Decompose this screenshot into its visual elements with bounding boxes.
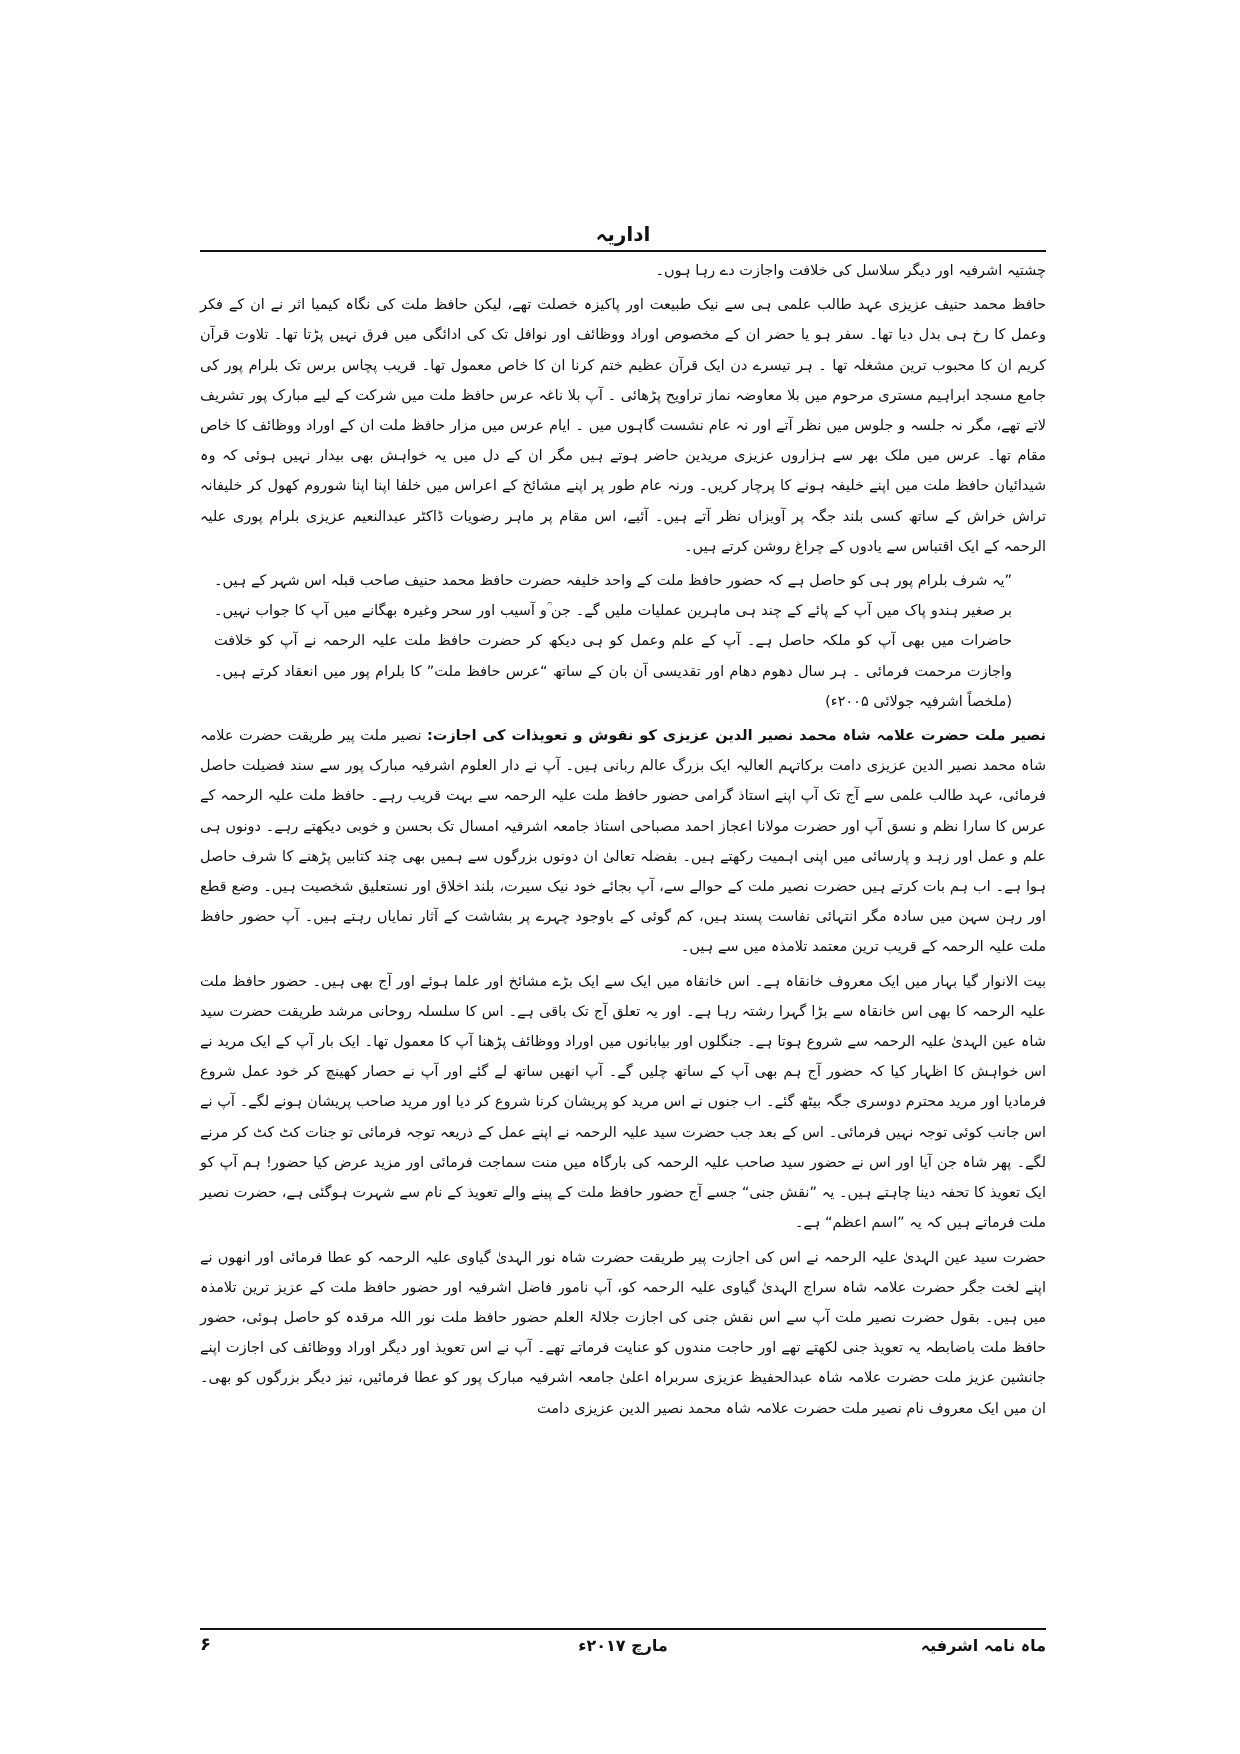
- paragraph-2: حافظ محمد حنیف عزیزی عہد طالب علمی ہی سے نیک طبیعت اور پاکیزہ خصلت تھے، لیکن حافظ ملت کی نگاہ کیمیا اثر نے ان کے فکر وعمل کا رخ ہی بدل دیا تھا۔ سفر ہو یا حضر ان کے مخصوص اوراد ووظائف اور نوافل تک کی ادائگی میں فرق نہیں پڑتا تھا۔ تلاوت قرآن کریم ان کا محبوب ترین مشغلہ تھا ۔ ہر تیسرے دن ایک قرآن عظیم ختم کرنا ان کا خاص معمول تھا۔ قریب پچاس برس تک بلرام پور کی جامع مسجد ابراہیم مستری مرحوم میں بلا معاوضہ نماز تراویح پڑھائی ۔ آپ بلا ناغہ عرس حافظ ملت میں شرکت کے لیے مبارک پور تشریف لاتے تھے، مگر نہ جلسہ و جلوس میں نظر آتے اور نہ عام نشست گاہوں میں ۔ ایام عرس میں مزار حافظ ملت ان کے اوراد ووظائف کا خاص مقام تھا۔ عرس میں ملک بھر سے ہزاروں عزیزی مریدین حاضر ہوتے ہیں مگر ان کے دل میں یہ خواہش بھی بیدار نہیں ہوئی کہ وہ شیدائیان حافظ ملت میں اپنے خلیفہ ہونے کا پرچار کریں۔ ورنہ عام طور پر اپنے مشائخ کے اعراس میں خلفا اپنا اپنا شوروم کھول کر خلیفانہ تراش خراش کے ساتھ کسی بلند جگہ پر آویزاں نظر آتے ہیں۔ آئیے، اس مقام پر ماہر رضویات ڈاکٹر عبدالنعیم عزیزی بلرام پوری علیہ الرحمہ کے ایک اقتباس سے یادوں کے چراغ روشن کرتے ہیں۔: [200, 297, 1046, 555]
- page-footer: [200, 1636, 1046, 1666]
- quote-paragraph: ”یہ شرف بلرام پور ہی کو حاصل ہے کہ حضور حافظ ملت کے واحد خلیفہ حضرت حافظ محمد حنیف صاحب قبلہ اس شہر کے ہیں۔ بر صغیر ہندو پاک میں آپ کے پائے کے چند ہی ماہرین عملیات ملیں گے۔ جن ؒو آسیب اور سحر وغیرہ بھگانے میں آپ کا جواب نہیں۔ حاضرات میں بھی آپ کو ملکہ حاصل ہے۔ آپ کے علم وعمل کو ہی دیکھ کر حضرت حافظ ملت علیہ الرحمہ نے آپ کو خلافت واجازت مرحمت فرمائی ۔ ہر سال دھوم دھام اور تقدیسی آن بان کے ساتھ “عرس حافظ ملت” کا بلرام پور میں انعقاد کرتے ہیں۔ (ملخصاً اشرفیہ جولائی ۲۰۰۵ء): [214, 573, 1012, 710]
- footer-rule: [200, 1628, 1046, 1630]
- paragraph-1: چشتیہ اشرفیہ اور دیگر سلاسل کی خلافت واجازت دے رہا ہوں۔: [655, 263, 1046, 279]
- header-rule: [200, 250, 1046, 252]
- paragraph-4: [200, 721, 1046, 963]
- paragraph-6: حضرت سید عین الہدیٰ علیہ الرحمہ نے اس کی اجازت پیر طریقت حضرت شاہ نور الہدیٰ گیاوی علیہ الرحمہ کو عطا فرمائی اور انھوں نے اپنے لخت جگر حضرت علامہ شاہ سراج الہدیٰ گیاوی علیہ الرحمہ کو، آپ نامور فاضل اشرفیہ اور حضور حافظ ملت کے عزیز ترین تلامذہ میں ہیں۔ بقول حضرت نصیر ملت آپ سے اس نقش جنی کی اجازت جلالۃ العلم حضور حافظ ملت نور اللہ مرقدہ کو حاصل ہوئی، حضور حافظ ملت باضابطہ یہ تعویذ جنی لکھتے تھے اور حاجت مندوں کو عنایت فرماتے تھے۔ آپ نے اس تعویذ اور دیگر اوراد ووظائف کی اجازت اپنے جانشین عزیز ملت حضرت علامہ شاہ عبدالحفیظ عزیزی سربراہ اعلیٰ جامعہ اشرفیہ مبارک پور کو عطا فرمائیں، نیز دیگر بزرگوں کو بھی۔ ان میں ایک معروف نام نصیر ملت حضرت علامہ شاہ محمد نصیر الدین عزیزی دامت: [200, 1249, 1046, 1417]
- page-number: ۶: [200, 1634, 211, 1655]
- footer-magazine-name: ماہ نامہ اشرفیہ: [920, 1636, 1046, 1655]
- page-header-title: اداریہ: [595, 222, 651, 246]
- article-body: [200, 256, 1046, 1620]
- paragraph-4-text: نصیر ملت پیر طریقت حضرت علامہ شاہ محمد نصیر الدین عزیزی دامت برکاتہم العالیہ ایک بزرگ عالم ربانی ہیں۔ آپ نے دار العلوم اشرفیہ مبارک پور سے سند فضیلت حاصل فرمائی، عہد طالب علمی سے آج تک آپ اپنے استاذ گرامی حضور حافظ ملت علیہ الرحمہ سے بہت قریب رہے۔ حافظ ملت علیہ الرحمہ کے عرس کا سارا نظم و نسق آپ اور حضرت مولانا اعجاز احمد مصباحی استاذ جامعہ اشرفیہ امسال تک بحسن و خوبی دیکھتے رہے۔ دونوں ہی علم و عمل اور زہد و پارسائی میں اپنی اہمیت رکھتے ہیں۔ بفضلہ تعالیٰ ان دونوں بزرگوں سے ہمیں بھی چند کتابیں پڑھنے کا شرف حاصل ہوا ہے۔ اب ہم بات کرتے ہیں حضرت نصیر ملت کے حوالے سے، آپ بجائے خود نیک سیرت، بلند اخلاق اور نستعلیق شخصیت ہیں۔ وضع قطع اور رہن سہن میں سادہ مگر انتہائی نفاست پسند ہیں، کم گوئی کے باوجود چہرے پر بشاشت کے آثار نمایاں رہتے ہیں۔ آپ حضور حافظ ملت علیہ الرحمہ کے قریب ترین معتمد تلامذہ میں سے ہیں۔: [200, 728, 1046, 956]
- paragraph-5: بیت الانوار گیا بہار میں ایک معروف خانقاہ ہے۔ اس خانقاہ میں ایک سے ایک بڑے مشائخ اور علما ہوئے اور آج بھی ہیں۔ حضور حافظ ملت علیہ الرحمہ کا بھی اس خانقاہ سے بڑا گہرا رشتہ رہا ہے۔ اور یہ تعلق آج تک باقی ہے۔ اس کا سلسلہ روحانی مرشد طریقت حضرت سید شاہ عین الہدیٰ علیہ الرحمہ سے شروع ہوتا ہے۔ جنگلوں اور بیابانوں میں اوراد ووظائف پڑھنا آپ کا معمول تھا۔ ایک بار آپ کے ایک مرید نے اس خواہش کا اظہار کیا کہ حضور آج ہم بھی آپ کے ساتھ چلیں گے۔ آپ انھیں ساتھ لے گئے اور آپ نے حصار کھینچ کر خود عمل شروع فرمادیا اور مرید محترم دوسری جگہ بیٹھ گئے۔ اب جنوں نے اس مرید کو پریشان کرنا شروع کر دیا اور مرید صاحب پریشان ہونے لگے۔ آپ نے اس جانب کوئی توجہ نہیں فرمائی۔ اس کے بعد جب حضرت سید علیہ الرحمہ نے اپنے عمل کے ذریعہ توجہ فرمائی تو جنات کٹ کٹ کر مرنے لگے۔ پھر شاہ جن آیا اور اس نے حضور سید صاحب علیہ الرحمہ کی بارگاہ میں منت سماجت فرمائی اور مزید عرض کیا حضور! ہم آپ کو ایک تعویذ کا تحفہ دینا چاہتے ہیں۔ یہ ”نقش جنی“ جسے آج حضور حافظ ملت کے پینے والے تعویذ کے نام سے شہرت ہوگئی ہے، حضرت نصیر ملت فرماتے ہیں کہ یہ ”اسم اعظم“ ہے۔: [200, 973, 1047, 1232]
- footer-date: مارچ ۲۰۱۷ء: [578, 1636, 668, 1655]
- section-heading: نصیر ملت حضرت علامہ شاہ محمد نصیر الدین عزیزی کو نقوش و تعویذات کی اجازت:: [426, 728, 1046, 745]
